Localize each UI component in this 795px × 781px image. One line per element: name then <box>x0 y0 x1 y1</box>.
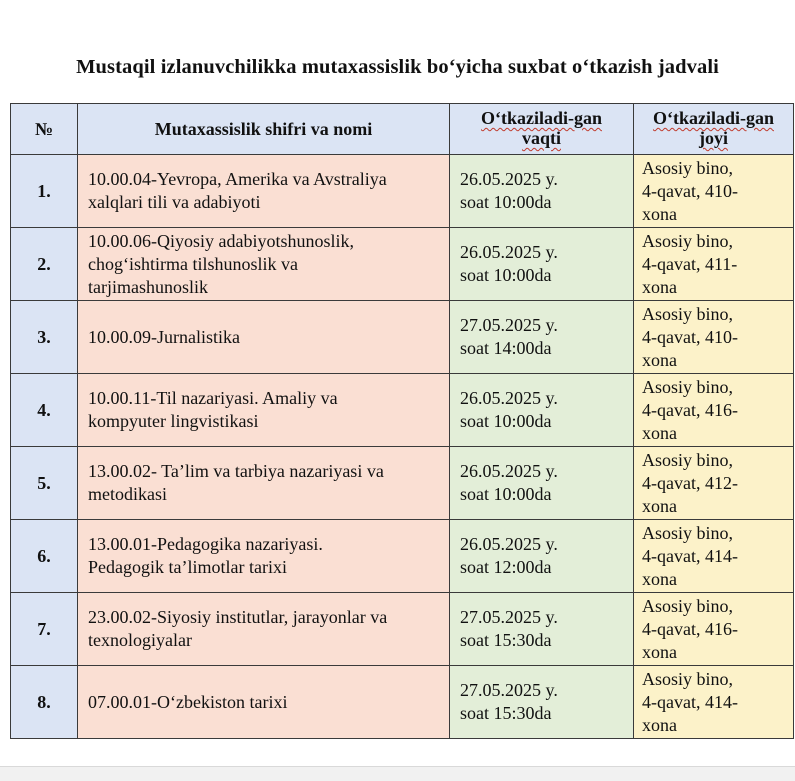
place-cell-line: xona <box>642 349 677 370</box>
place-cell <box>634 374 794 447</box>
time-cell-line: soat 10:00da <box>460 484 552 504</box>
place-cell-line: 4-qavat, 414- <box>642 545 738 566</box>
header-time-line2: vaqti <box>521 128 561 148</box>
bottom-scroll-bar <box>0 766 795 781</box>
row-number: 5. <box>11 447 78 520</box>
specialty-cell-line: 13.00.02- Ta’lim va tarbiya nazariyasi va <box>88 461 384 481</box>
time-cell-line: soat 14:00da <box>460 338 552 358</box>
place-cell-line: Asosiy bino, <box>642 449 734 470</box>
place-cell-line: xona <box>642 495 677 516</box>
header-time-line1: O‘tkaziladi-gan <box>480 108 602 128</box>
time-cell <box>450 374 634 447</box>
table-row <box>11 447 794 520</box>
row-number: 6. <box>11 520 78 593</box>
time-cell <box>450 520 634 593</box>
time-cell <box>450 155 634 228</box>
specialty-cell-line: 10.00.09-Jurnalistika <box>88 326 240 347</box>
specialty-cell <box>78 593 450 666</box>
place-cell-line: xona <box>642 203 677 224</box>
table-header-row <box>11 104 794 155</box>
header-place-line2: joyi <box>698 128 728 148</box>
specialty-cell-line: kompyuter lingvistikasi <box>88 411 259 431</box>
place-cell <box>634 447 794 520</box>
time-cell-line: soat 12:00da <box>460 557 552 577</box>
specialty-cell <box>78 666 450 739</box>
place-cell-line: xona <box>642 568 677 589</box>
specialty-cell-line: 23.00.02-Siyosiy institutlar, jarayonlar va <box>88 607 388 627</box>
specialty-cell-line: 10.00.11-Til nazariyasi. Amaliy va <box>88 388 338 408</box>
header-place-line1: O‘tkaziladi-gan <box>652 108 774 128</box>
place-cell <box>634 666 794 739</box>
time-cell-line: soat 10:00da <box>460 411 552 431</box>
row-number: 1. <box>11 155 78 228</box>
time-cell-line: soat 10:00da <box>460 192 552 212</box>
time-cell-line: 27.05.2025 y. <box>460 680 558 700</box>
place-cell-line: 4-qavat, 411- <box>642 253 738 274</box>
specialty-cell-line: xalqlari tili va adabiyoti <box>88 192 261 212</box>
specialty-cell-line: 07.00.01-O‘zbekiston tarixi <box>88 691 288 712</box>
specialty-cell <box>78 155 450 228</box>
specialty-cell <box>78 374 450 447</box>
place-cell-line: xona <box>642 276 677 297</box>
table-row <box>11 374 794 447</box>
place-cell-line: 4-qavat, 416- <box>642 618 738 639</box>
place-cell-line: Asosiy bino, <box>642 376 734 397</box>
row-number: 7. <box>11 593 78 666</box>
time-cell-line: 27.05.2025 y. <box>460 315 558 335</box>
specialty-cell-line: chog‘ishtirma tilshunoslik va <box>88 253 298 274</box>
time-cell-line: 26.05.2025 y. <box>460 169 558 189</box>
row-number: 2. <box>11 228 78 301</box>
place-cell <box>634 520 794 593</box>
place-cell-line: Asosiy bino, <box>642 595 734 616</box>
specialty-cell-line: 13.00.01-Pedagogika nazariyasi. <box>88 534 323 554</box>
specialty-cell-line: tarjimashunoslik <box>88 276 208 297</box>
time-cell-line: soat 15:30da <box>460 630 552 650</box>
place-cell-line: xona <box>642 714 677 735</box>
specialty-cell-line: metodikasi <box>88 484 167 504</box>
place-cell <box>634 155 794 228</box>
row-number: 8. <box>11 666 78 739</box>
row-number: 4. <box>11 374 78 447</box>
specialty-cell-line: Pedagogik ta’limotlar tarixi <box>88 557 287 577</box>
table-row <box>11 593 794 666</box>
place-cell-line: 4-qavat, 410- <box>642 180 738 201</box>
place-cell-line: Asosiy bino, <box>642 157 734 178</box>
page-title: Mustaqil izlanuvchilikka mutaxassislik bo‘yicha suxbat o‘tkazish jadvali <box>76 56 719 78</box>
place-cell <box>634 593 794 666</box>
row-number: 3. <box>11 301 78 374</box>
schedule-table <box>10 103 794 739</box>
specialty-cell <box>78 228 450 301</box>
table-row <box>11 228 794 301</box>
specialty-cell-line: 10.00.06-Qiyosiy adabiyotshunoslik, <box>88 230 354 251</box>
time-cell <box>450 301 634 374</box>
table-row <box>11 520 794 593</box>
time-cell-line: 27.05.2025 y. <box>460 607 558 627</box>
header-time <box>450 104 634 155</box>
place-cell-line: Asosiy bino, <box>642 303 734 324</box>
table-row <box>11 301 794 374</box>
place-cell-line: 4-qavat, 414- <box>642 691 738 712</box>
time-cell-line: soat 10:00da <box>460 265 552 285</box>
place-cell-line: 4-qavat, 416- <box>642 399 738 420</box>
time-cell <box>450 228 634 301</box>
place-cell-line: xona <box>642 422 677 443</box>
table-row <box>11 155 794 228</box>
place-cell-line: 4-qavat, 410- <box>642 326 738 347</box>
place-cell-line: xona <box>642 641 677 662</box>
time-cell-line: 26.05.2025 y. <box>460 242 558 262</box>
time-cell-line: 26.05.2025 y. <box>460 388 558 408</box>
place-cell <box>634 301 794 374</box>
place-cell <box>634 228 794 301</box>
header-place <box>634 104 794 155</box>
time-cell <box>450 447 634 520</box>
specialty-cell <box>78 301 450 374</box>
header-specialty: Mutaxassislik shifri va nomi <box>78 104 450 155</box>
place-cell-line: Asosiy bino, <box>642 668 734 689</box>
table-row <box>11 666 794 739</box>
time-cell <box>450 666 634 739</box>
specialty-cell-line: texnologiyalar <box>88 630 192 650</box>
header-number: № <box>11 104 78 155</box>
time-cell-line: soat 15:30da <box>460 703 552 723</box>
place-cell-line: Asosiy bino, <box>642 522 734 543</box>
specialty-cell-line: 10.00.04-Yevropa, Amerika va Avstraliya <box>88 169 387 189</box>
place-cell-line: 4-qavat, 412- <box>642 472 738 493</box>
time-cell <box>450 593 634 666</box>
time-cell-line: 26.05.2025 y. <box>460 534 558 554</box>
place-cell-line: Asosiy bino, <box>642 230 734 251</box>
time-cell-line: 26.05.2025 y. <box>460 461 558 481</box>
specialty-cell <box>78 447 450 520</box>
specialty-cell <box>78 520 450 593</box>
